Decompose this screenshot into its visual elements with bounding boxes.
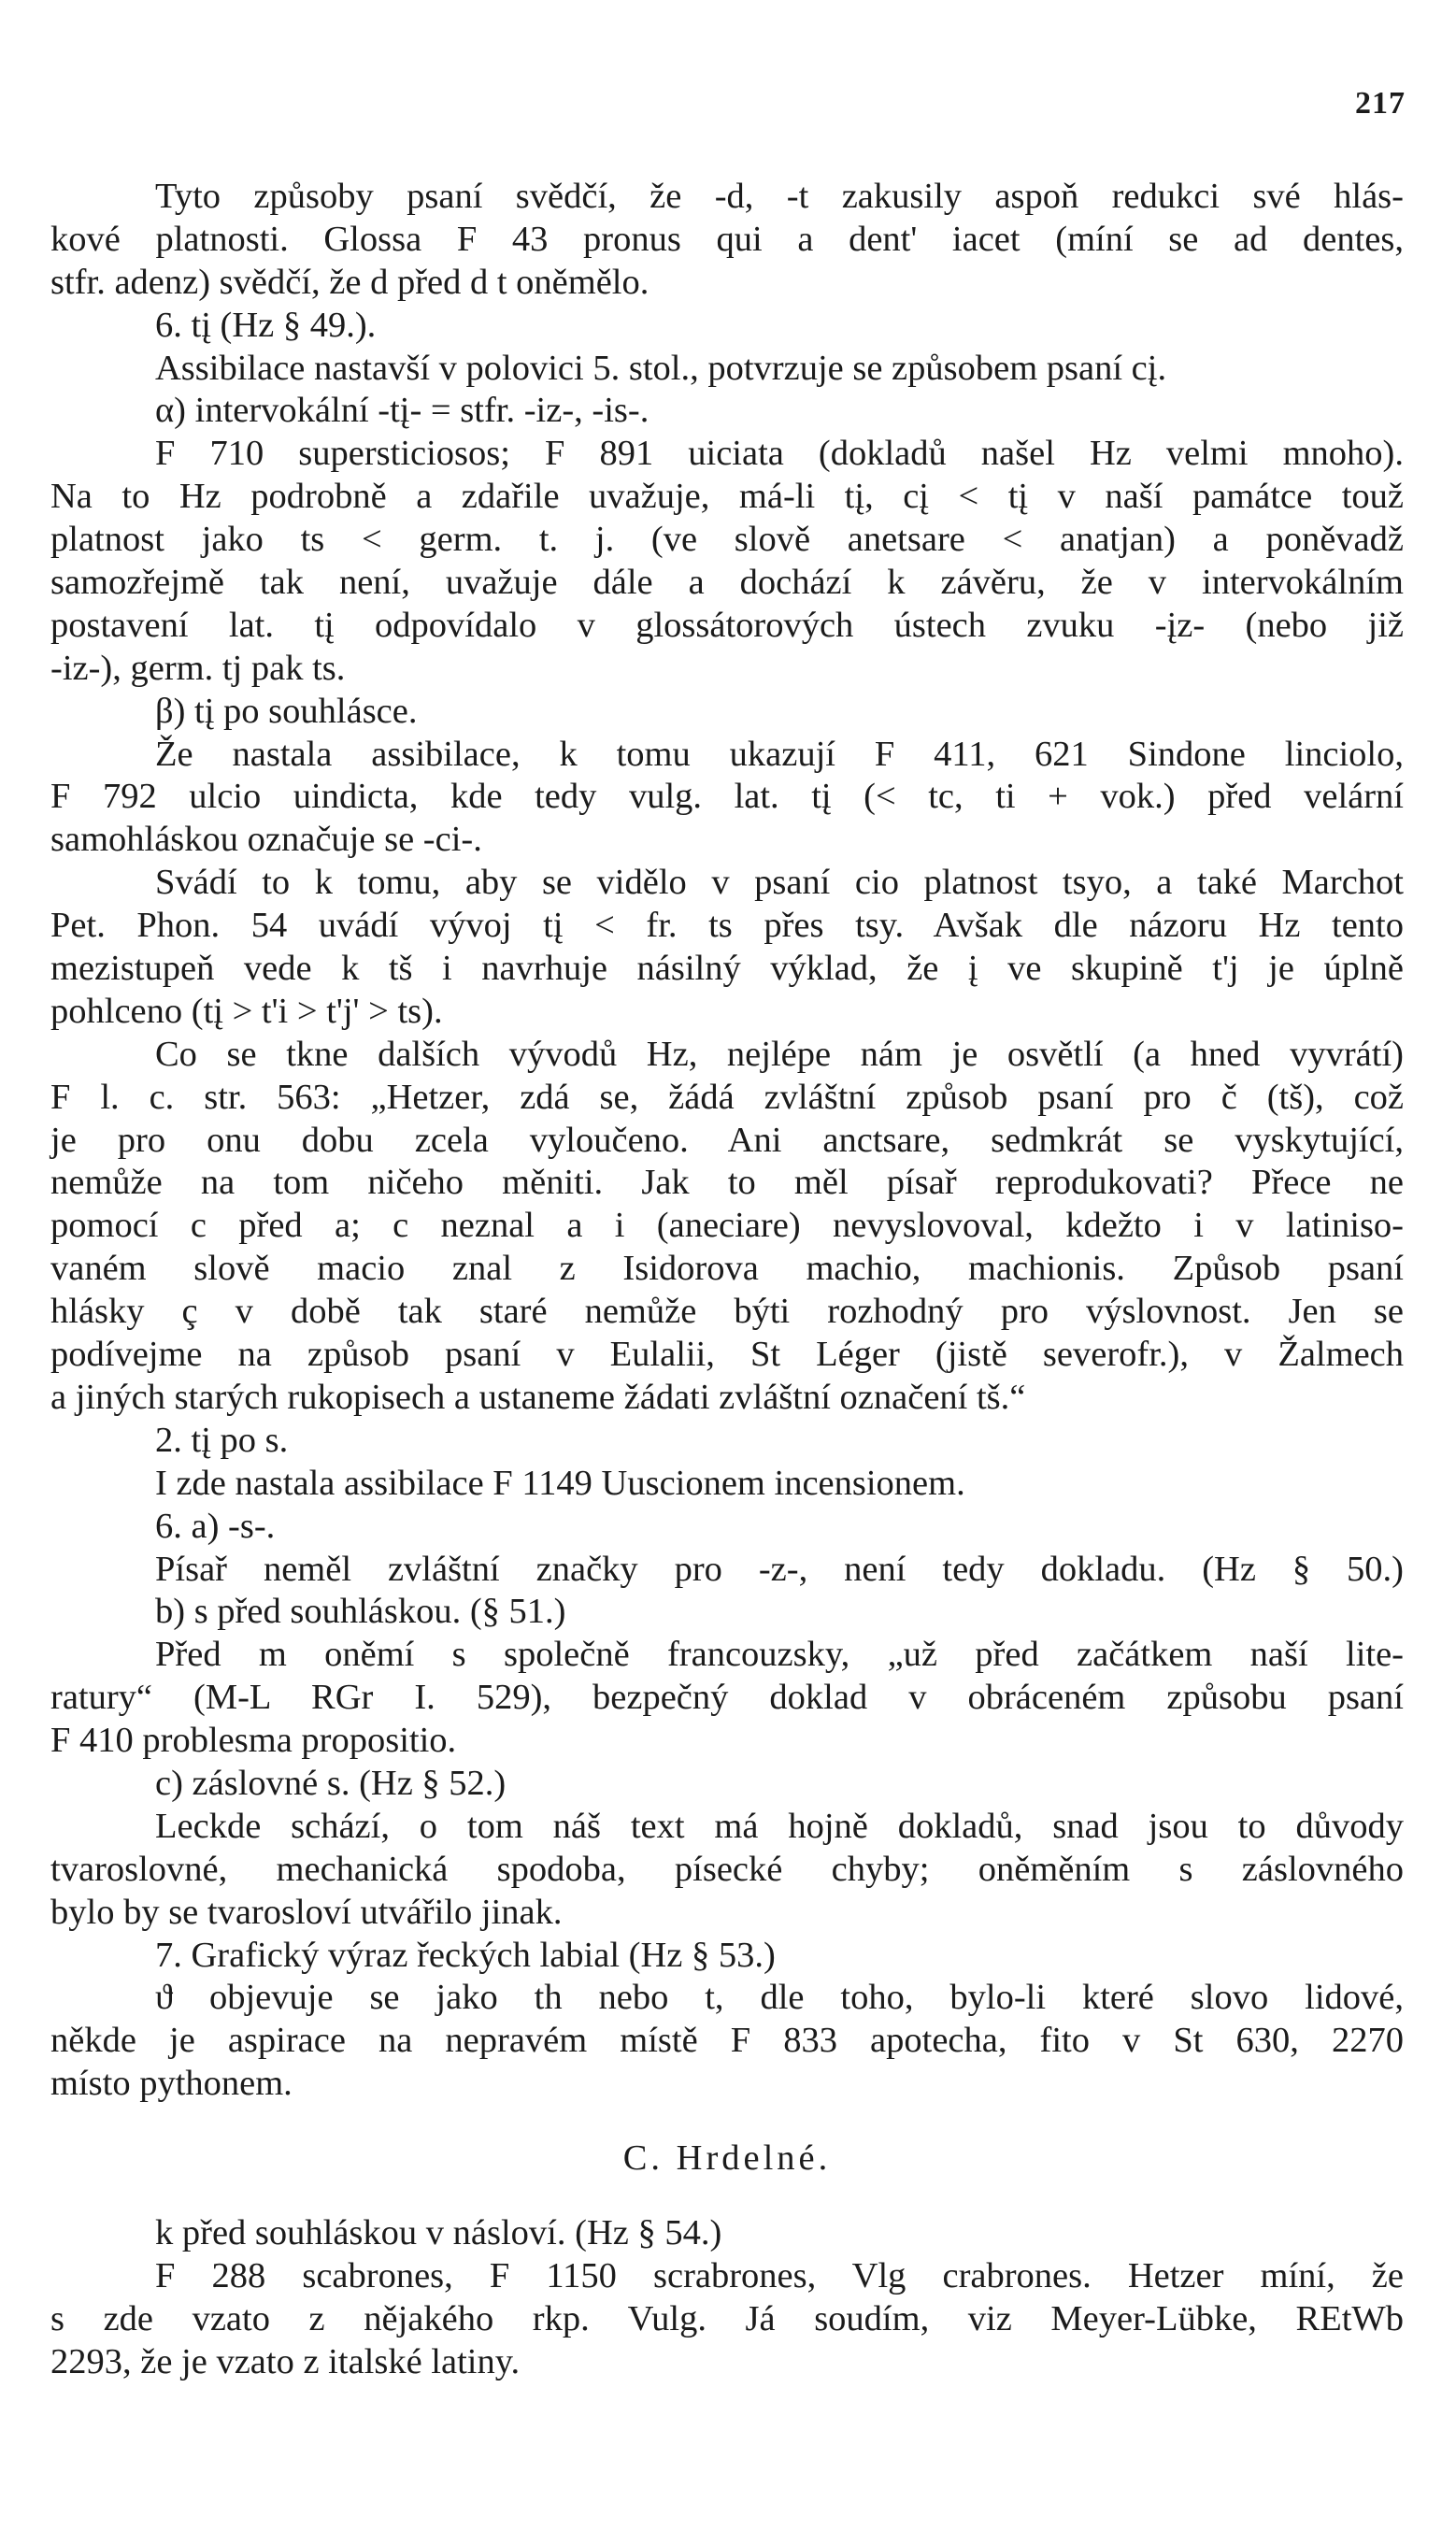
text-line: bylo by se tvarosloví utvářilo jinak. (50, 1892, 563, 1932)
text-line: pohlceno (tį > t'i > t'j' > ts). (50, 991, 443, 1031)
text-line: Písař neměl zvláštní značky pro -z-, není tedy dokladu. (Hz § 50.) (155, 1549, 1404, 1589)
text-line: samohláskou označuje se -ci-. (50, 820, 482, 860)
text-line: místo pythonem. (50, 2064, 293, 2104)
text-line: F l. c. str. 563: „Hetzer, zdá se, žádá zvláštní způsob psaní pro č (tš), což (50, 1077, 1404, 1117)
spacer (50, 2181, 1404, 2212)
text-line: ϑ objevuje se jako th nebo t, dle toho, bylo-li které slovo lidové, (155, 1978, 1404, 2018)
text-line: b) s před souhláskou. (§ 51.) (155, 1592, 566, 1632)
text-line: s zde vzato z nějakého rkp. Vulg. Já soudím, viz Meyer-Lübke, REtWb (50, 2298, 1404, 2338)
text-line: -iz-), germ. tj pak ts. (50, 648, 346, 688)
text-line: Assibilace nastavší v polovici 5. stol., potvrzuje se způsobem psaní cį. (155, 348, 1167, 388)
text-line: F 792 ulcio uindicta, kde tedy vulg. lat. tį (< tc, ti + vok.) před velární (50, 777, 1404, 817)
text-line: 2293, že je vzato z italské latiny. (50, 2341, 521, 2381)
text-line: k před souhláskou v násloví. (Hz § 54.) (155, 2212, 722, 2252)
text-line: nemůže na tom ničeho měniti. Jak to měl písař reprodukovati? Přece ne (50, 1163, 1404, 1203)
text-line: Na to Hz podrobně a zdařile uvažuje, má-li tį, cį < tį v naší památce touž (50, 477, 1404, 517)
text-line: hlásky ç v době tak staré nemůže býti rozhodný pro výslovnost. Jen se (50, 1292, 1404, 1332)
text-line: kové platnosti. Glossa F 43 pronus qui a dent' iacet (míní se ad dentes, (50, 219, 1404, 259)
page-number: 217 (1355, 86, 1406, 121)
text-line: 6. a) -s-. (155, 1506, 276, 1546)
text-line: Tyto způsoby psaní svědčí, že -d, -t zakusily aspoň redukci své hlás- (155, 177, 1404, 216)
text-line: mezistupeň vede k tš i navrhuje násilný výklad, že į ve skupině t'j je úplně (50, 949, 1404, 989)
text-line: β) tį po souhlásce. (155, 691, 418, 731)
text-line: Pet. Phon. 54 uvádí vývoj tį < fr. ts přes tsy. Avšak dle názoru Hz tento (50, 906, 1404, 946)
text-line: stfr. adenz) svědčí, že d před d t oněmělo. (50, 262, 649, 302)
text-line: tvaroslovné, mechanická spodoba, písecké chyby; oněměním s záslovného (50, 1849, 1404, 1889)
text-line: ratury“ (M-L RGr I. 529), bezpečný doklad v obráceném způsobu psaní (50, 1678, 1404, 1718)
text-line: c) záslovné s. (Hz § 52.) (155, 1763, 507, 1803)
text-line: je pro onu dobu zcela vyloučeno. Ani anctsare, sedmkrát se vyskytující, (50, 1120, 1404, 1160)
text-line: někde je aspirace na nepravém místě F 833 apotecha, fito v St 630, 2270 (50, 2021, 1404, 2061)
text-line: Před m oněmí s společně francouzsky, „už před začátkem naší lite- (155, 1635, 1404, 1675)
text-line: a jiných starých rukopisech a ustaneme žádati zvláštní označení tš.“ (50, 1377, 1026, 1417)
text-line: Leckde schází, o tom náš text má hojně dokladů, snad jsou to důvody (155, 1806, 1404, 1846)
text-line: podívejme na způsob psaní v Eulalii, St Léger (jistě severofr.), v Žalmech (50, 1335, 1404, 1375)
text-line: F 288 scabrones, F 1150 scrabrones, Vlg crabrones. Hetzer míní, že (155, 2255, 1404, 2295)
text-line: F 710 supersticiosos; F 891 uiciata (dokladů našel Hz velmi mnoho). (155, 434, 1404, 474)
text-line: samozřejmě tak není, uvažuje dále a dochází k závěru, že v intervokálním (50, 563, 1404, 603)
text-line: pomocí c před a; c neznal a i (aneciare) nevyslovoval, kdežto i v latiniso- (50, 1206, 1404, 1246)
text-line: platnost jako ts < germ. t. j. (ve slově anetsare < anatjan) a poněvadž (50, 520, 1404, 560)
text-line: 6. tį (Hz § 49.). (155, 305, 377, 345)
text-line: Že nastala assibilace, k tomu ukazují F 411, 621 Sindone linciolo, (155, 734, 1404, 774)
page-body (50, 176, 1404, 2384)
section-heading: C. Hrdelné. (622, 2138, 832, 2179)
text-line: F 410 problesma propositio. (50, 1721, 457, 1761)
text-line: vaném slově macio znal z Isidorova machio, machionis. Způsob psaní (50, 1249, 1404, 1289)
spacer (50, 2106, 1404, 2138)
text-line: α) intervokální -tį- = stfr. -iz-, -is-. (155, 391, 649, 431)
text-line: postavení lat. tį odpovídalo v glossátorových ústech zvuku -įz- (nebo již (50, 605, 1404, 645)
text-line: I zde nastala assibilace F 1149 Uuscionem incensionem. (155, 1463, 965, 1503)
text-line: Svádí to k tomu, aby se vidělo v psaní cio platnost tsyo, a také Marchot (155, 863, 1404, 903)
text-line: 2. tį po s. (155, 1420, 289, 1460)
text-line: 7. Grafický výraz řeckých labial (Hz § 53.) (155, 1935, 776, 1975)
text-line: Co se tkne dalších vývodů Hz, nejlépe nám je osvětlí (a hned vyvrátí) (155, 1034, 1404, 1074)
